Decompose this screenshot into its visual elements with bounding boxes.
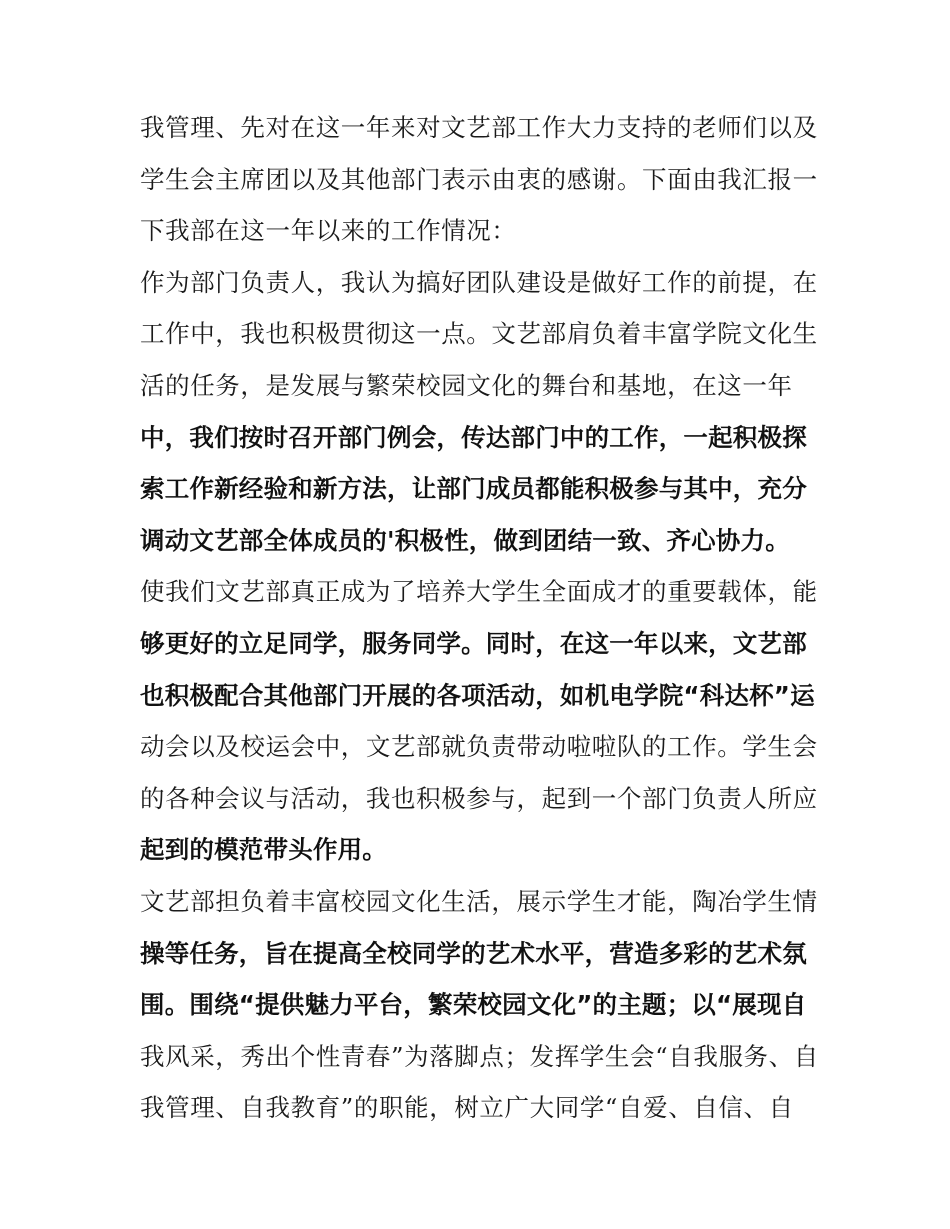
text-line-16: 文艺部担负着丰富校园文化生活，展示学生才能，陶冶学生情 <box>140 886 818 916</box>
text-line-10: 使我们文艺部真正成为了培养大学生全面成才的重要载体，能 <box>140 577 818 607</box>
text-line-12: 也积极配合其他部门开展的各项活动，如机电学院“科达杯”运 <box>140 680 815 710</box>
body-text <box>140 102 820 1134</box>
text-line-9: 调动文艺部全体成员的'积极性，做到团结一致、齐心协力。 <box>140 525 790 555</box>
text-line-15: 起到的模范带头作用。 <box>140 835 387 865</box>
text-line-2: 学生会主席团以及其他部门表示由衷的感谢。下面由我汇报一 <box>140 164 818 194</box>
text-line-5: 工作中，我也积极贯彻这一点。文艺部肩负着丰富学院文化生 <box>140 319 818 349</box>
text-line-13: 动会以及校运会中，文艺部就负责带动啦啦队的工作。学生会 <box>140 732 818 762</box>
text-line-1: 我管理、先对在这一年来对文艺部工作大力支持的老师们以及 <box>140 113 818 142</box>
text-line-3: 下我部在这一年以来的工作情况： <box>140 216 517 246</box>
text-line-20: 我管理、自我教育”的职能，树立广大同学“自爱、自信、自 <box>140 1093 794 1123</box>
text-line-4: 作为部门负责人，我认为搞好团队建设是做好工作的前提，在 <box>140 267 818 297</box>
text-line-17: 操等任务，旨在提高全校同学的艺术水平，营造多彩的艺术氛 <box>140 938 807 968</box>
text-line-8: 索工作新经验和新方法，让部门成员都能积极参与其中，充分 <box>140 474 807 504</box>
text-line-11: 够更好的立足同学，服务同学。同时，在这一年以来，文艺部 <box>140 628 807 658</box>
text-line-14: 的各种会议与活动，我也积极参与，起到一个部门负责人所应 <box>140 783 818 813</box>
text-line-18: 围。围绕“提供魅力平台，繁荣校园文化”的主题；以“展现自 <box>140 990 807 1020</box>
text-line-6: 活的任务，是发展与繁荣校园文化的舞台和基地，在这一年 <box>140 370 793 400</box>
text-line-19: 我风采，秀出个性青春”为落脚点；发挥学生会“自我服务、自 <box>140 1041 819 1071</box>
text-line-7: 中，我们按时召开部门例会，传达部门中的工作，一起积极探 <box>140 422 807 452</box>
